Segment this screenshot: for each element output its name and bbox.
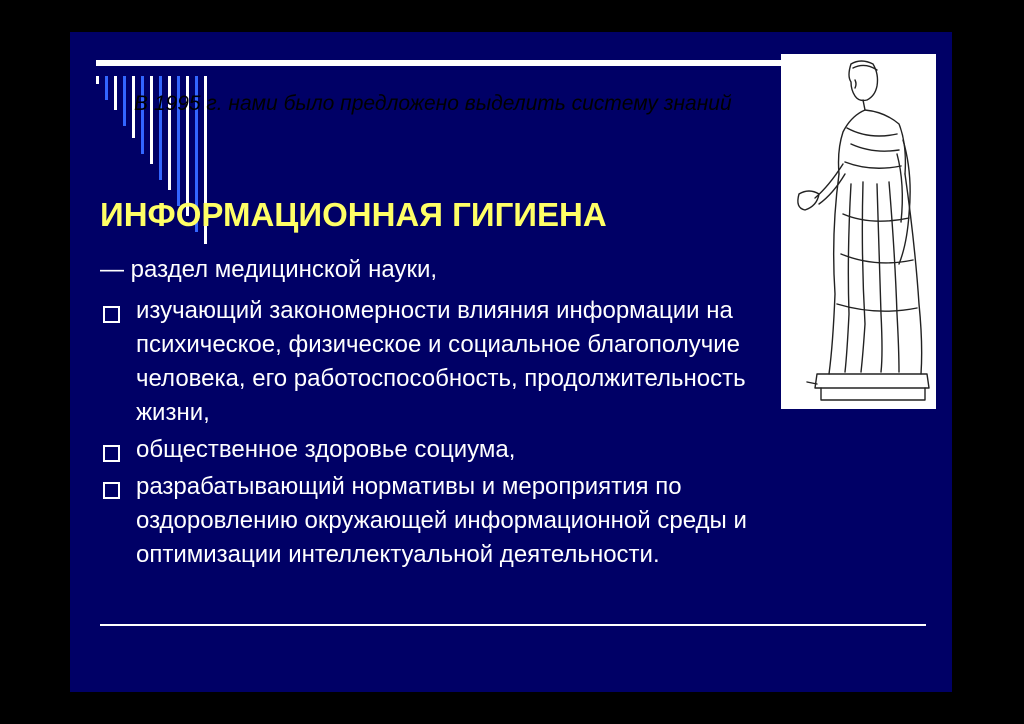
- decorative-stripe: [114, 76, 117, 110]
- bullet-text: изучающий закономерности влияния информации на психическое, физическое и социальное благополучие человека, его работоспособность, продолжительность жизни,: [136, 297, 746, 426]
- bullet-square-icon: [103, 306, 120, 323]
- bottom-rule: [100, 624, 926, 626]
- decorative-stripe: [123, 76, 126, 126]
- bullet-square-icon: [103, 482, 120, 499]
- bullet-text: разрабатывающий нормативы и мероприятия по оздоровлению окружающей информационной среды и оптимизации интеллектуальной деятельности.: [136, 473, 747, 568]
- bullet-text: общественное здоровье социума,: [136, 436, 516, 463]
- bullet-item: [100, 433, 810, 467]
- slide: [70, 32, 952, 692]
- intro-text: В 1995 г. нами было предложено выделить систему знаний: [134, 92, 732, 115]
- top-rule: [96, 60, 782, 66]
- bullet-square-icon: [103, 445, 120, 462]
- decorative-stripe: [105, 76, 108, 100]
- slide-heading: ИНФОРМАЦИОННАЯ ГИГИЕНА: [100, 196, 607, 233]
- bullet-list: [100, 294, 810, 575]
- decorative-stripe: [96, 76, 99, 84]
- bullet-item: [100, 294, 810, 430]
- definition-lead: — раздел медицинской науки,: [100, 256, 438, 283]
- bullet-item: [100, 470, 810, 572]
